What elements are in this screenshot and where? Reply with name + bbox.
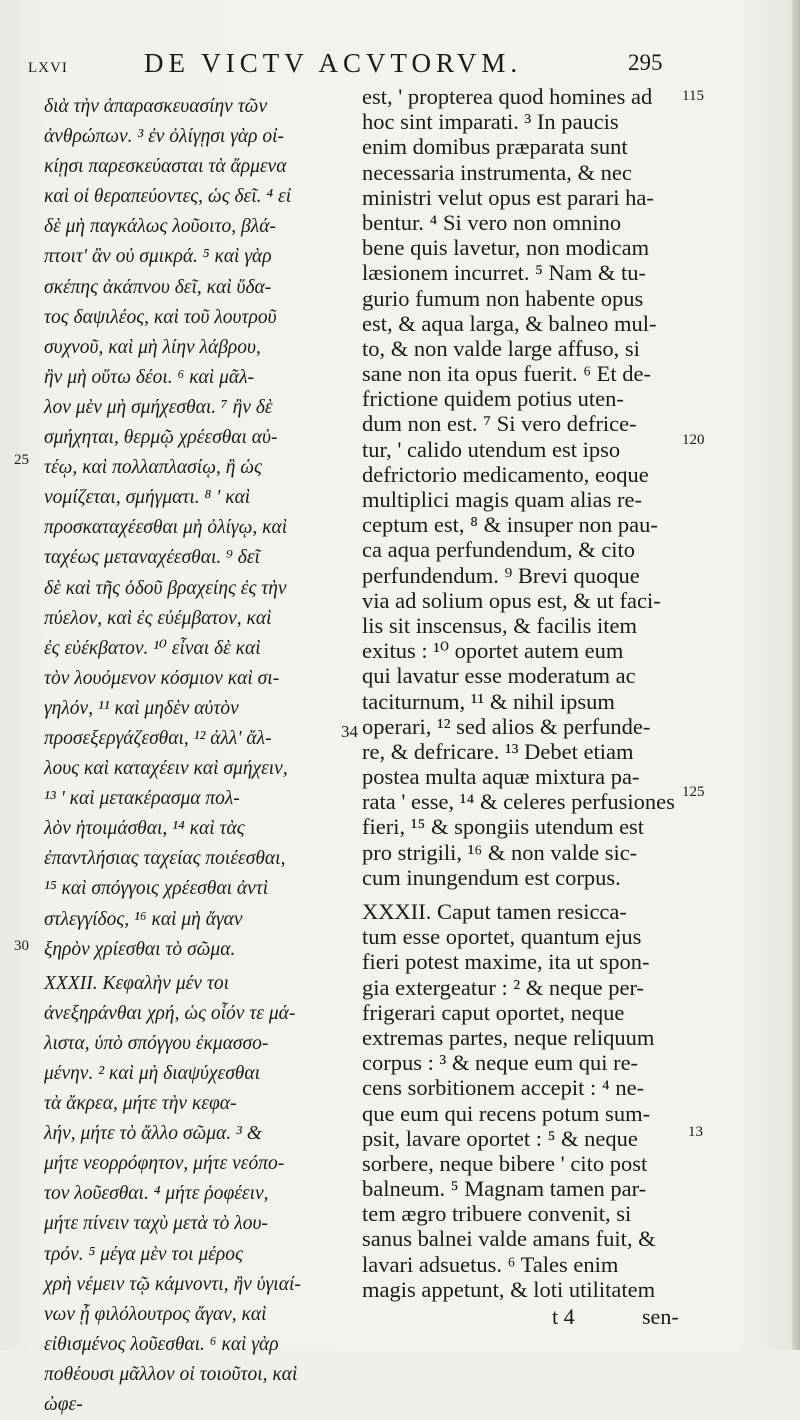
greek-text-line: γηλόν, ¹¹ καὶ μηδὲν αὐτὸν xyxy=(44,697,239,719)
greek-text-line: ταχέως μεταναχέεσθαι. ⁹ δεῖ xyxy=(44,547,260,569)
latin-text-line: gia extergeatur : ² & neque per- xyxy=(362,974,645,1000)
latin-text-line: ceptum est, ⁸ & insuper non pau- xyxy=(362,512,658,538)
greek-text-line: πύελον, καὶ ἐς εὐέμβατον, καὶ xyxy=(44,607,272,629)
greek-text-line: διὰ τὴν ἀπαρασκευασίην τῶν xyxy=(44,96,268,117)
latin-text-line: tum esse oportet, quantum ejus xyxy=(362,924,642,950)
greek-text-line: λιστα, ὑπὸ σπόγγου ἐκμασσο- xyxy=(44,1032,269,1054)
latin-text-line: XXXII. Caput tamen resicca- xyxy=(362,899,627,924)
latin-text-line: necessaria instrumenta, & nec xyxy=(362,159,632,185)
latin-text-line: gurio fumum non habente opus xyxy=(362,285,644,311)
margin-number-right: 120 xyxy=(682,432,705,448)
greek-text-line: σμήχηται, θερμῷ χρέεσθαι αὐ- xyxy=(44,427,278,449)
greek-text-line: ὠφε- xyxy=(44,1394,83,1416)
latin-text-line: pro strigili, ¹⁶ & non valde sic- xyxy=(362,839,638,865)
greek-text-line: XXXII. Κεφαλὴν μέν τοι xyxy=(44,972,229,994)
latin-text-line: exitus : ¹⁰ oportet autem eum xyxy=(362,638,624,664)
latin-text-line: tur, ' calido utendum est ipso xyxy=(362,436,621,462)
margin-number-left: 25 xyxy=(14,452,29,468)
greek-text-line: τὰ ἄκρεα, μήτε τὴν κεφα- xyxy=(44,1093,237,1115)
latin-text-line: defrictorio medicamento, eoque xyxy=(362,461,649,487)
greek-text-line: προσκαταχέεσθαι μὴ ὀλίγῳ, καὶ xyxy=(44,517,288,539)
latin-text-line: cens sorbitionem accepit : ⁴ ne- xyxy=(362,1075,645,1101)
page-number: 295 xyxy=(628,50,663,75)
greek-text-line: μήτε νεορρόφητον, μήτε νεόπο- xyxy=(44,1153,285,1175)
running-header xyxy=(0,44,800,84)
latin-text-line: balneum. ⁵ Magnam tamen par- xyxy=(362,1176,647,1202)
greek-text-line: εἰθισμένος λοῦεσθαι. ⁶ καὶ γὰρ xyxy=(44,1333,279,1355)
latin-text-line: cum inungendum est corpus. xyxy=(362,864,621,890)
latin-text-line: corpus : ³ & neque eum qui re- xyxy=(362,1050,639,1076)
page-footer xyxy=(0,1304,800,1334)
latin-text-line: sorbere, neque bibere ' cito post xyxy=(362,1150,648,1176)
paragraph-gap xyxy=(362,890,698,899)
latin-text-line: psit, lavare oportet : ⁵ & neque xyxy=(362,1125,638,1151)
greek-text-line: λον μὲν μὴ σμήχεσθαι. ⁷ ἢν δὲ xyxy=(44,396,273,418)
latin-text-line: fieri potest maxime, ita ut spon- xyxy=(362,949,650,975)
latin-text-line: tem ægro tribuere convenit, si xyxy=(362,1201,632,1227)
greek-text-line: ἢν μὴ οὕτω δέοι. ⁶ καὶ μᾶλ- xyxy=(44,366,255,388)
latin-text-line: est, ' propterea quod homines ad xyxy=(362,84,653,109)
latin-text-line: fieri, ¹⁵ & spongiis utendum est xyxy=(362,814,645,840)
margin-number-right: 125 xyxy=(682,784,705,800)
margin-number-left: 30 xyxy=(14,938,29,954)
latin-text-line: qui lavatur esse moderatum ac xyxy=(362,663,636,689)
greek-text-line: λους καὶ καταχέειν καὶ σμήχειν, xyxy=(44,758,288,780)
latin-text-line: bene quis lavetur, non modicam xyxy=(362,235,650,261)
latin-text-line: bentur. ⁴ Si vero non omnino xyxy=(362,209,622,235)
latin-text-line: via ad solium opus est, & ut faci- xyxy=(362,587,661,613)
greek-text-line: νομίζεται, σμήγματι. ⁸ ' καὶ xyxy=(44,487,251,509)
greek-text-line: προσεξεργάζεσθαι, ¹² ἀλλ' ἄλ- xyxy=(44,727,272,749)
greek-text-line: μένην. ² καὶ μὴ διαψύχεσθαι xyxy=(44,1063,261,1084)
header-signature: LXVI xyxy=(28,60,68,76)
greek-text-column xyxy=(44,92,344,1420)
greek-text-line: λὸν ἡτοιμάσθαι, ¹⁴ καὶ τὰς xyxy=(44,818,245,840)
margin-number-center: 34 xyxy=(341,722,358,741)
catchword: sen- xyxy=(642,1304,679,1329)
latin-text-line: perfundendum. ⁹ Brevi quoque xyxy=(362,562,640,588)
greek-text-line: ξηρὸν χρίεσθαι τὸ σῶμα. xyxy=(44,938,236,960)
latin-text-line: multiplici magis quam alias re- xyxy=(362,487,642,512)
latin-text-line: re, & defricare. ¹³ Debet etiam xyxy=(362,738,634,764)
greek-text-line: ἀνθρώπων. ³ ἐν ὀλίγῃσι γὰρ οἰ- xyxy=(44,126,285,148)
latin-text-line: læsionem incurret. ⁵ Nam & tu- xyxy=(362,260,647,286)
greek-text-line: κίῃσι παρεσκεύασται τὰ ἄρμενα xyxy=(44,156,287,178)
latin-text-line: ca aqua perfundendum, & cito xyxy=(362,537,636,563)
greek-text-line: ¹⁵ καὶ σπόγγοις χρέεσθαι ἀντὶ xyxy=(44,878,269,900)
greek-text-line: ἀνεξηράνθαι χρή, ὡς οἷόν τε μά- xyxy=(44,1002,296,1024)
greek-text-line: πτοιτ' ἂν οὐ σμικρά. ⁵ καὶ γὰρ xyxy=(44,246,272,268)
greek-text-line: συχνοῦ, καὶ μὴ λίην λάβρου, xyxy=(44,336,261,358)
latin-text-line: ministri velut opus est parari ha- xyxy=(362,184,654,210)
latin-text-line: to, & non valde large affuso, si xyxy=(362,335,640,361)
latin-text-line: sane non ita opus fuerit. ⁶ Et de- xyxy=(362,361,652,387)
latin-text-line: extremas partes, neque reliquum xyxy=(362,1024,655,1050)
margin-number-right: 13 xyxy=(688,1124,703,1140)
latin-text-line: lavari adsuetus. ⁶ Tales enim xyxy=(362,1251,619,1277)
greek-text-line: τὸν λουόμενον κόσμιον καὶ σι- xyxy=(44,667,280,689)
margin-number-right: 115 xyxy=(682,88,704,104)
greek-text-line: ἐπαντλήσιας ταχείας ποιέεσθαι, xyxy=(44,848,286,870)
greek-text-line: μήτε πίνειν ταχὺ μετὰ τὸ λου- xyxy=(44,1213,268,1235)
latin-text-line: hoc sint imparati. ³ In paucis xyxy=(362,109,619,135)
latin-text-line: rata ' esse, ¹⁴ & celeres perfusiones xyxy=(362,789,675,815)
greek-text-line: δὲ μὴ παγκάλως λοῦοιτο, βλά- xyxy=(44,216,276,238)
greek-text-line: τον λοῦεσθαι. ⁴ μήτε ῥοφέειν, xyxy=(44,1183,269,1205)
page-edge-shadow xyxy=(792,0,800,1350)
greek-text-line: ποθέουσι μᾶλλον οἱ τοιοῦτοι, καὶ xyxy=(44,1363,298,1385)
greek-text-line: χρὴ νέμειν τῷ κάμνοντι, ἢν ὑγιαί- xyxy=(44,1273,301,1295)
running-title: DE VICTV ACVTORVM. xyxy=(144,48,523,78)
greek-text-line: καὶ οἱ θεραπεύοντες, ὡς δεῖ. ⁴ εἰ xyxy=(44,186,292,208)
latin-text-line: est, & aqua larga, & balneo mul- xyxy=(362,310,657,336)
greek-text-line: στλεγγίδος, ¹⁶ καὶ μὴ ἄγαν xyxy=(44,908,243,930)
greek-text-line: τος δαψιλέος, καὶ τοῦ λουτροῦ xyxy=(44,306,277,328)
latin-text-column xyxy=(362,84,698,1302)
latin-text-line: postea multa aquæ mixtura pa- xyxy=(362,764,640,790)
latin-text-line: que eum qui recens potum sum- xyxy=(362,1100,651,1126)
latin-text-line: sanus balnei valde amans fuit, & xyxy=(362,1226,656,1252)
latin-text-line: lis sit inscensus, & facilis item xyxy=(362,612,637,638)
latin-text-line: taciturnum, ¹¹ & nihil ipsum xyxy=(362,688,615,714)
latin-text-line: frigerari caput oportet, neque xyxy=(362,999,625,1025)
greek-text-line: λήν, μήτε τὸ ἄλλο σῶμα. ³ & xyxy=(44,1123,262,1145)
latin-text-line: dum non est. ⁷ Si vero defrice- xyxy=(362,411,637,437)
latin-text-line: frictione quidem potius uten- xyxy=(362,386,624,412)
latin-text-line: magis appetunt, & loti utilitatem xyxy=(362,1276,656,1302)
greek-text-line: ἐς εὐέκβατον. ¹⁰ εἶναι δὲ καὶ xyxy=(44,637,261,659)
greek-text-line: δὲ καὶ τῆς ὁδοῦ βραχείης ἐς τὴν xyxy=(44,577,287,599)
greek-text-line: τρόν. ⁵ μέγα μὲν τοι μέρος xyxy=(44,1243,243,1265)
greek-text-line: τέῳ, καὶ πολλαπλασίῳ, ἢ ὡς xyxy=(44,457,262,479)
greek-text-line: νων ᾖ φιλόλουτρος ἄγαν, καὶ xyxy=(44,1303,267,1325)
latin-text-line: operari, ¹² sed alios & perfunde- xyxy=(362,713,651,739)
latin-text-line: enim domibus præparata sunt xyxy=(362,134,628,160)
signature-mark: t 4 xyxy=(552,1304,575,1329)
greek-text-line: ¹³ ' καὶ μετακέρασμα πολ- xyxy=(44,788,240,810)
greek-text-line: σκέπης ἀκάπνου δεῖ, καὶ ὕδα- xyxy=(44,276,272,298)
